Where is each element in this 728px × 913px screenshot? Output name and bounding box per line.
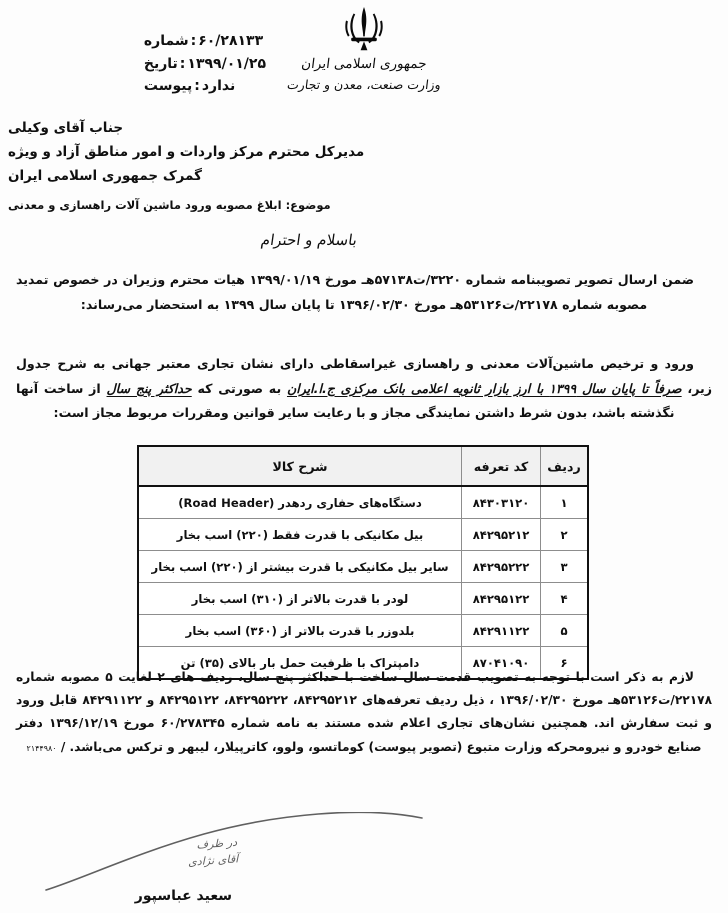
body-paragraph-2 xyxy=(16,352,712,426)
cell-goods-description: بلدوزر با قدرت بالاتر از (۳۶۰) اسب بخار xyxy=(138,615,462,647)
table-row xyxy=(138,583,588,615)
cell-goods-description: دستگاه‌های حفاری ردهدر (Road Header) xyxy=(138,486,462,519)
meta-row-attachment xyxy=(144,75,266,98)
cell-goods-description: بیل مکانیکی با قدرت فقط (۲۲۰) اسب بخار xyxy=(138,519,462,551)
paragraph-2-segment-3: از ساخت آنها نگذشته باشد، بدون شرط داشتن نمایندگی مجاز و با رعایت سایر قوانین ومقررات مربوط مجاز است: xyxy=(16,380,675,421)
paragraph-2-emphasis-2: حداکثر پنج سال xyxy=(106,380,192,396)
cell-row-number: ۴ xyxy=(541,583,589,615)
meta-value-date: ۱۳۹۹/۰۱/۲۵ xyxy=(187,55,266,72)
goods-table-wrapper xyxy=(137,445,589,680)
table-row xyxy=(138,551,588,583)
goods-table xyxy=(137,445,589,680)
meta-value-number: ۶۰/۲۸۱۳۳ xyxy=(198,33,264,49)
cell-tariff-code: ۸۴۳۰۳۱۲۰ xyxy=(462,486,541,519)
cell-tariff-code: ۸۷۰۴۱۰۹۰ xyxy=(462,647,541,680)
addressee-title: مدیرکل محترم مرکز واردات و امور مناطق آزاد و ویژه xyxy=(8,144,365,161)
emblem-block xyxy=(0,4,728,95)
meta-sep-number: : xyxy=(190,33,197,49)
letter-meta-block xyxy=(144,30,266,98)
cell-tariff-code: ۸۴۲۹۵۲۱۲ xyxy=(462,519,541,551)
table-row xyxy=(138,519,588,551)
paragraph-3-trailing-number: ۲۱۴۴۹۸۰ xyxy=(26,743,57,753)
meta-value-attachment: ندارد xyxy=(201,78,236,95)
paragraph-2-emphasis-1: صرفاً تا پایان سال ۱۳۹۹ با ارز بازار ثانویه اعلامی بانک مرکزی ج.ا.ایران xyxy=(286,380,682,396)
addressee-block xyxy=(8,116,714,188)
column-header-goods-description: شرح کالا xyxy=(138,446,462,486)
cell-goods-description: دامپتراک با ظرفیت حمل بار بالای (۳۵) تن xyxy=(138,647,462,680)
paragraph-2-text xyxy=(16,352,712,426)
signature-script-line-1: در ظرف xyxy=(195,835,239,852)
cell-row-number: ۲ xyxy=(541,519,589,551)
signature-area xyxy=(8,812,428,913)
paragraph-2-segment-2: به صورتی که xyxy=(191,380,287,396)
signature-handwriting xyxy=(187,834,244,870)
goods-table-body xyxy=(138,486,588,679)
table-header-row xyxy=(138,446,588,486)
emblem-country-label: جمهوری اسلامی ایران xyxy=(300,56,428,72)
paragraph-3-segment-1: لازم به ذکر است با توجه به تصویب قدمت سال ساخت با حداکثر پنج سال، ردیف های ۲ لغایت ۵ مصوبه شماره ۲۲۱۷۸/ت۵۳۱۲۶هـ مورخ ۱۳۹۶/۰۲/۳۰ ، ذیل ردیف تعرفه‌های ۸۴۲۹۵۲۱۲، ۸۴۲۹۵۲۲۲، ۸۴۲۹۵۱۲۲ و ۸۴۲۹۱۱۲۲ قابل ورود و ثبت سفارش اند. همچنین نشان‌های تجاری اعلام شده مستند به نامه شماره ۶۰/۲۷۸۳۴۵ مورخ ۱۳۹۶/۱۲/۱۹ دفتر صنایع خودرو و نیرومحرکه وزارت متبوع (تصویر پیوست) xyxy=(16,670,713,754)
table-row xyxy=(138,486,588,519)
cell-row-number: ۱ xyxy=(541,486,589,519)
column-header-tariff-code: کد تعرفه xyxy=(462,446,541,486)
column-header-row-number: ردیف xyxy=(541,446,589,486)
paragraph-3-brands: کوماتسو، ولوو، کاترپیلار، لیبهر و ترکس می‌باشد. / xyxy=(60,739,365,754)
iran-emblem-icon xyxy=(338,4,390,54)
emblem-ministry-label: وزارت صنعت، معدن و تجارت xyxy=(286,77,442,92)
letterhead xyxy=(0,0,728,112)
subject-line: موضوع: ابلاغ مصوبه ورود ماشین آلات راهسازی و معدنی xyxy=(8,198,331,212)
meta-label-number: شماره xyxy=(143,33,189,49)
addressee-name: جناب آقای وکیلی xyxy=(8,120,124,136)
meta-sep-attachment: : xyxy=(194,78,200,95)
cell-tariff-code: ۸۴۲۹۱۱۲۲ xyxy=(462,615,541,647)
cell-goods-description: لودر با قدرت بالاتر از (۳۱۰) اسب بخار xyxy=(138,583,462,615)
body-paragraph-3 xyxy=(16,666,712,759)
paragraph-2-segment-1: ورود و ترخیص ماشین‌آلات معدنی و راهسازی غیراسقاطی دارای نشان تجاری معتبر جهانی به شرح جدول زیر، xyxy=(16,356,713,396)
cell-tariff-code: ۸۴۲۹۵۲۲۲ xyxy=(462,551,541,583)
paragraph-3-text xyxy=(16,666,712,759)
cell-goods-description: سایر بیل مکانیکی با قدرت بیشتر از (۲۲۰) اسب بخار xyxy=(138,551,462,583)
cell-row-number: ۵ xyxy=(541,615,589,647)
table-row xyxy=(138,615,588,647)
addressee-organization: گمرک جمهوری اسلامی ایران xyxy=(8,168,202,185)
paragraph-1-text: ضمن ارسال تصویر تصویبنامه شماره ۳۲۲۰/ت۵۷۱۳۸هـ مورخ ۱۳۹۹/۰۱/۱۹ هیات محترم وزیران در خصوص تمدید مصوبه شماره ۲۲۱۷۸/ت۵۳۱۲۶هـ مورخ ۱۳۹۶/۰۲/۳۰ تا پایان سال ۱۳۹۹ به استحضار می‌رساند: xyxy=(16,272,694,312)
meta-sep-date: : xyxy=(179,55,186,72)
salutation: باسلام و احترام xyxy=(259,231,359,249)
meta-row-number xyxy=(144,30,266,53)
goods-table-head xyxy=(138,446,588,486)
meta-row-date xyxy=(144,53,266,76)
cell-row-number: ۳ xyxy=(541,551,589,583)
meta-label-attachment: پیوست xyxy=(143,78,193,95)
cell-row-number: ۶ xyxy=(541,647,589,680)
cell-tariff-code: ۸۴۲۹۵۱۲۲ xyxy=(462,583,541,615)
signatory-name: سعید عباسپور xyxy=(134,888,232,904)
meta-label-date: تاریخ xyxy=(143,55,178,72)
body-paragraph-1 xyxy=(16,268,712,317)
signature-script-line-2: آقای نژادی xyxy=(187,851,241,869)
